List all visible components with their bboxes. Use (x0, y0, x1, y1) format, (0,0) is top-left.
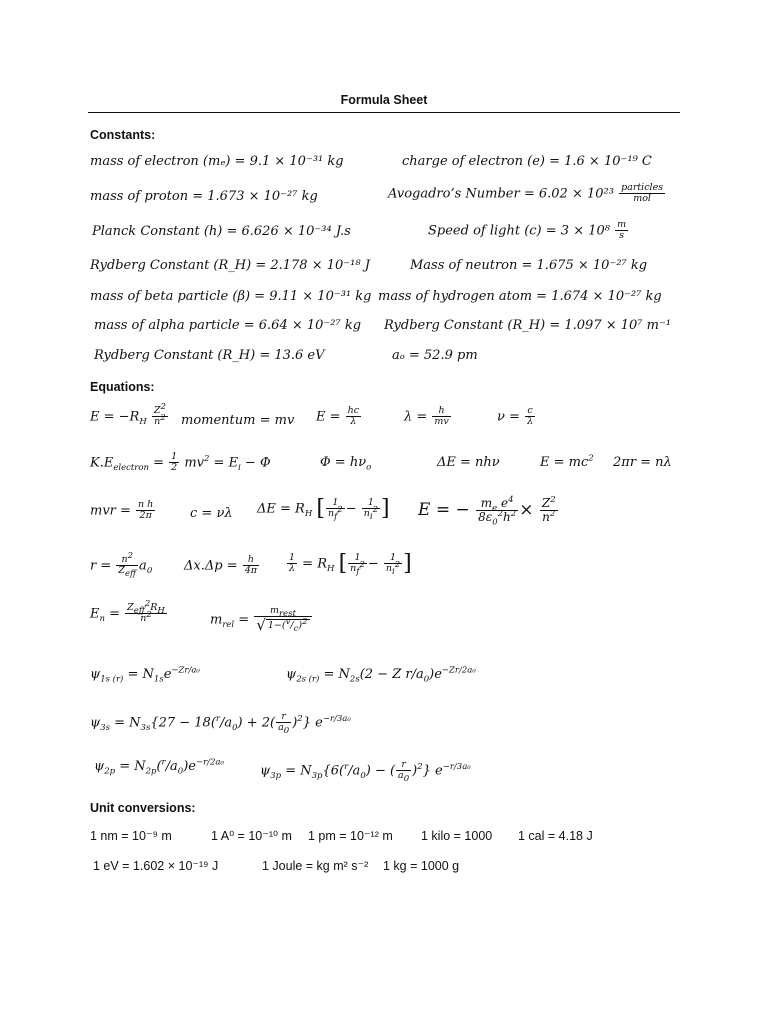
psi-2s-equation: $\psi_{2s (r)} = N_{2s}(2 - Z$ $r/a_0)e^{-Zr/2a_0}$ (286, 665, 476, 685)
energy-level-equation: $E = -R_H$ $\frac{Z^2}{n^2}$ (90, 401, 166, 428)
de-broglie-equation: λ = $\frac{h}{mv}$ (404, 405, 449, 428)
light-unit: $\frac{m}{s}$ (617, 219, 627, 242)
psi-2p-equation: $\psi_{2p} = N_{2p}(^r/a_0)e^{-r/2a_0}$ (94, 757, 224, 777)
unit-ev: 1 eV = 1.602 × 10⁻¹⁹ J (93, 859, 219, 873)
alpha-mass: mass of alpha particle = 6.64 × 10⁻²⁷ kg (94, 318, 362, 333)
proton-mass: mass of proton = 1.673 × 10⁻²⁷ kg (90, 189, 318, 204)
rydberg-meter: Rydberg Constant (R_H) = 1.097 × 10⁷ m⁻¹ (384, 318, 672, 333)
electron-mass: mass of electron (mₑ) = 9.1 × 10⁻³¹ kg (90, 154, 344, 169)
beta-mass: mass of beta particle (β) = 9.11 × 10⁻³¹ kg (90, 289, 372, 304)
psi-3s-equation: $\psi_{3s} = N_{3s}\{27 - 18(^r/a_0) + 2$( $\frac{r}{a_0}$ )$^2$} $e^{-r/3a_0}$ (90, 711, 351, 737)
circumference-equation: 2πr = nλ (613, 455, 672, 470)
unit-angstrom: 1 A⁰ = 10⁻¹⁰ m (211, 829, 292, 843)
bohr-radius: aₒ = 52.9 pm (392, 348, 478, 363)
psi-3p-equation: $\psi_{3p} = N_{3p}\{6(^r/a_0)$ − ( $\frac{r}{a_0}$ )$^2$} $e^{-r/3a_0}$ (260, 759, 471, 785)
rydberg-wavelength-equation: $\frac{1}{\lambda}$ = $R_H$ [ $\frac{1}{n_f^2}$ − $\frac{1}{n_i^2}$ ] (289, 551, 412, 578)
uncertainty-equation: Δx.Δp = $\frac{h}{4\pi}$ (184, 554, 258, 577)
planck-constant: Planck Constant (h) = 6.626 × 10⁻³⁴ J.s (92, 224, 351, 239)
delta-energy-equation: ΔE = nhν (437, 455, 500, 470)
units-heading: Unit conversions: (90, 801, 196, 815)
unit-pm: 1 pm = 10⁻¹² m (308, 829, 393, 843)
constants-heading: Constants: (90, 128, 156, 142)
rydberg-joule: Rydberg Constant (R_H) = 2.178 × 10⁻¹⁸ J (90, 258, 370, 273)
electron-charge: charge of electron (e) = 1.6 × 10⁻¹⁹ C (402, 154, 652, 169)
orbit-radius-equation: r = $n^2$ $Z_{eff}$ $a_0$ (90, 550, 153, 580)
light-value: Speed of light (c) = 3 × 10⁸ (428, 223, 610, 239)
work-function-equation: $\Phi = h\nu_o$ (320, 455, 372, 473)
bohr-energy-equation: E = − $\frac{m_e e^4}{8\varepsilon_0^2h^2}$ × $\frac{Z^2}{n^2}$ (418, 495, 556, 528)
hydrogen-mass: mass of hydrogen atom = 1.674 × 10⁻²⁷ kg (378, 289, 662, 304)
kinetic-energy-equation: $K.E_{electron}$ = $\frac{1}{2}$ $mv^2 = E_i - \Phi$ (90, 451, 271, 474)
neutron-mass: Mass of neutron = 1.675 × 10⁻²⁷ kg (410, 258, 648, 273)
rydberg-ev: Rydberg Constant (R_H) = 13.6 eV (94, 348, 325, 363)
page-title: Formula Sheet (340, 93, 428, 107)
momentum-equation: momentum = mv (181, 413, 295, 428)
title-rule (88, 112, 680, 113)
unit-joule: 1 Joule = kg m² s⁻² (262, 859, 369, 873)
unit-kilo: 1 kilo = 1000 (421, 829, 493, 843)
speed-of-light (428, 220, 629, 242)
mass-energy-equation: $E = mc^2$ (540, 453, 594, 470)
avogadro-number (388, 183, 666, 205)
photon-energy-equation: E = $\frac{hc}{\lambda}$ (316, 405, 360, 428)
avogadro-unit: particles mol (621, 182, 664, 205)
angular-momentum-equation: mvr = $\frac{\text{n h}}{2\pi}$ (90, 499, 154, 522)
unit-nm: 1 nm = 10⁻⁹ m (90, 829, 172, 843)
wave-speed-equation: c = νλ (190, 506, 233, 521)
frequency-equation: ν = $\frac{c}{\lambda}$ (497, 405, 534, 428)
rydberg-energy-equation: $\Delta E = R_H$ [ $\frac{1}{n_f^2}$ − $\frac{1}{n_i^2}$ ] (257, 496, 390, 523)
unit-cal: 1 cal = 4.18 J (518, 829, 593, 843)
relativistic-mass-equation: $m_{rel}$ = $m_{rest}$ √ $1-(^v/_c)^2$ (210, 606, 313, 634)
effective-energy-equation: $E_n$ = $Z_{eff}^2R_H$ $n^2$ (90, 598, 165, 625)
equations-heading: Equations: (90, 380, 155, 394)
psi-1s-equation: $\psi_{1s (r)} = N_{1s}e^{-Zr/a_0}$ (90, 665, 200, 685)
avogadro-value: Avogadro’s Number = 6.02 × 10²³ (388, 186, 614, 202)
unit-kg: 1 kg = 1000 g (383, 859, 460, 873)
